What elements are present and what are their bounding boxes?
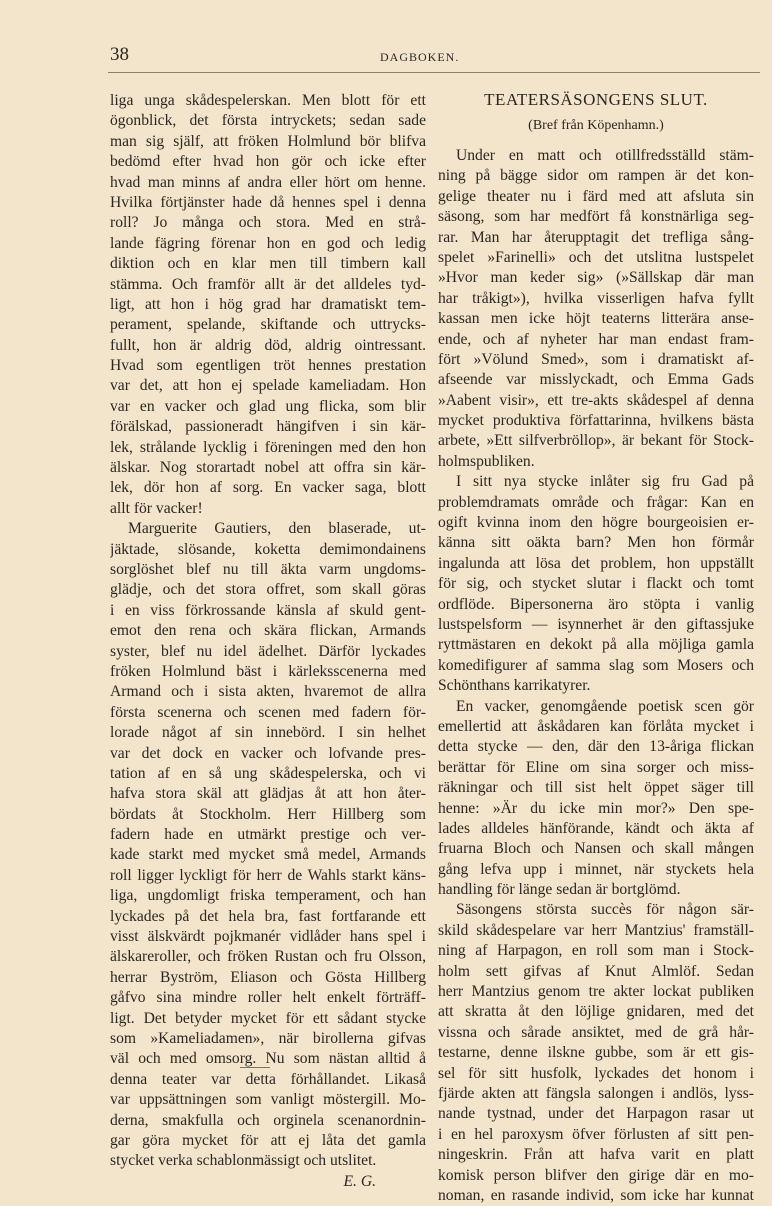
paragraph (110, 519, 426, 1172)
text-line: diktion och en klar men till timbern kall (110, 255, 426, 273)
text-line: ligt, att hon i hög grad har dramatiskt tem- (110, 295, 426, 313)
text-line: räkningar och till sist helt öppet säger till (438, 779, 754, 797)
text-line: holm sett gifvas af Knut Almlöf. Sedan (438, 962, 754, 980)
text-line: komisk person blifver den girige där en mo- (438, 1166, 754, 1184)
text-line: sorglöshet blef nu till äkta varm ungdoms- (110, 560, 426, 578)
text-line: ordflöde. Bipersonerna äro stöpta i vanlig (438, 595, 754, 613)
paragraph (438, 472, 754, 696)
text-line: I sitt nya stycke inlåter sig fru Gad på (456, 473, 754, 491)
text-line: väl och med omsorg. Nu som nästan alltid å (110, 1050, 426, 1068)
text-line: som »Kameliadamen», när birollerna gifvas (110, 1029, 426, 1047)
section-separator (240, 1067, 270, 1068)
running-title: DAGBOKEN. (380, 50, 460, 64)
text-line: var en vacker och glad ung flicka, som blir (110, 397, 426, 415)
text-line: nande tystnad, under det Harpagon rasar ut (438, 1105, 754, 1123)
text-line: Marguerite Gautiers, den blaserade, ut- (128, 520, 426, 538)
text-line: sel för sitt husfolk, lyckades det honom i (438, 1064, 754, 1082)
text-line: visst älskvärdt pojkmanér vidlåder hans spel i (110, 928, 426, 946)
text-line: ogift kvinna inom den högre bourgeoisien er- (438, 514, 754, 532)
text-line: känna sitt oäkta barn? Men hon förmår (438, 534, 754, 552)
text-line: noman, en rasande individ, som icke har kunnat (438, 1186, 754, 1204)
text-line: lande fägring förenar hon en god och ledig (110, 234, 426, 252)
left-column (110, 91, 426, 1192)
text-line: var det, att hon ej spelade kameliadam. Hon (110, 377, 426, 395)
text-line: liga, ungdomligt friska temperament, och han (110, 887, 426, 905)
text-line: var uppsättningen som vanligt möstergill. Mo- (110, 1091, 426, 1109)
text-line: i en hel paroxysm öfver förlusten af sitt pen- (438, 1125, 754, 1143)
text-line: holmspubliken. (438, 452, 535, 470)
text-line: Säsongens största succès för någon sär- (456, 901, 754, 919)
text-line: ligt. Det betyder mycket för ett sådant stycke (110, 1009, 426, 1027)
paragraph (438, 697, 754, 901)
text-line: gång lefva upp i minnet, när styckets hela (438, 860, 754, 878)
text-line: hvad man minns af andra eller hört om henne. (110, 173, 426, 191)
text-line: fruarna Bloch och Nansen och skall mången (438, 840, 754, 858)
text-line: allt för vacker! (110, 499, 203, 517)
header-rule (108, 72, 760, 73)
text-line: herr Mantzius genom tre akter lockat publiken (438, 983, 754, 1001)
text-line: ningeskrin. Från att hafva varit en platt (438, 1146, 754, 1164)
paragraph (438, 146, 754, 472)
text-line: lek, strålande lycklig i föreningen med den hon (110, 438, 426, 456)
text-line: kassan men icke höjt teaterns litterära anse- (438, 310, 754, 328)
text-line: man sig själf, att fröken Holmlund bör blifva (110, 132, 426, 150)
text-line: var det dock en vacker och lofvande pres- (110, 744, 426, 762)
article-subtitle: (Bref från Köpenhamn.) (528, 118, 664, 133)
text-line: i en viss förkrossande känsla af skuld gent- (110, 601, 426, 619)
text-line: gar göra mycket för att ej låta det gamla (110, 1131, 426, 1149)
text-line: lyckades på det hela bra, fast fortfarande ett (110, 907, 426, 925)
text-line: Schönthans karrikatyrer. (438, 677, 591, 695)
text-line: lades alldeles hänförande, kändt och äkta af (438, 819, 754, 837)
text-line: perament, spelande, skiftande och uttrycks- (110, 316, 426, 334)
text-line: arbete, »Ett silfverbröllop», är bekant för Stock- (438, 432, 754, 450)
text-line: Under en matt och otillfredsställd stäm- (456, 147, 754, 164)
text-line: första scenerna och scenen med fadern för- (110, 703, 426, 721)
text-line: stycket verka schablonmässigt och utslitet. (110, 1152, 377, 1170)
text-line: jäktade, slösande, koketta demimondainens (110, 540, 426, 558)
text-line: testarne, denne ilskne gubbe, som är ett gis- (438, 1044, 754, 1062)
text-line: ende, och af nyheter har man endast fram- (438, 330, 754, 348)
text-line: derna, smakfulla och orginela scenanordnin- (110, 1111, 426, 1129)
text-line: bördats åt Stockholm. Herr Hillberg som (110, 805, 426, 823)
text-line: »Aabent visir», ett tre-akts skådespel af denna (438, 391, 754, 409)
text-line: mycket produktiva författarinna, hvilkens bästa (438, 412, 754, 430)
text-line: emot den rena och skära flickan, Armands (110, 622, 426, 640)
text-line: »Hvor man keder sig» (»Sällskap där man (438, 269, 754, 287)
text-line: lek, dör hon af sorg. En vacker saga, blott (110, 479, 426, 497)
text-line: tation af en så ung skådespelerska, och vi (110, 764, 426, 782)
text-line: ning af Harpagon, en roll som man i Stock- (438, 942, 754, 960)
text-line: fjärde akten att fängsla salongen i andlös, lyss- (438, 1084, 754, 1102)
text-line: bedömd efter hvad hon gör och icke efter (110, 153, 426, 171)
text-line: skild skådespelare var herr Mantzius' framställ- (438, 921, 754, 939)
text-line: Hvad som egentligen tröt hennes prestation (110, 357, 426, 375)
text-line: fröken Holmlund bäst i kärleksscenerna med (110, 662, 426, 680)
right-column (438, 146, 754, 1206)
text-line: syster, blef nu idel ädelhet. Därför lyckades (110, 642, 426, 660)
text-line: problemdramats område och frågar: Kan en (438, 493, 754, 511)
text-line: denna teater var detta förhållandet. Likaså (110, 1070, 426, 1088)
text-line: fadern hade en utmärkt prestige och ver- (110, 826, 426, 844)
text-line: ögonblick, det första intryckets; sedan sade (110, 112, 426, 130)
text-line: ryttmästaren en dekokt på alla möjliga gamla (438, 636, 754, 654)
text-line: berättar för Eline om sina sorger och miss- (438, 758, 754, 776)
text-line: afseende var misslyckadt, och Emma Gads (438, 371, 754, 389)
text-line: stämma. Och framför allt är det alldeles tyd- (110, 275, 426, 293)
text-line: herrar Byström, Eliason och Gösta Hillberg (110, 968, 426, 986)
article-title: TEATERSÄSONGENS SLUT. (484, 90, 708, 109)
text-line: vissna och sårade ansiktet, med de grå hår- (438, 1023, 754, 1041)
text-line: komedifigurer af samma slag som Mosers och (438, 656, 754, 674)
text-line: spelet »Farinelli» och det utslitna lustspelet (438, 248, 754, 266)
text-line: En vacker, genomgående poetisk scen gör (456, 697, 754, 715)
text-line: lorade något af sin innebörd. I sin helhet (110, 724, 426, 742)
text-line: detta stycke — den, där den 13-åriga flickan (438, 738, 754, 756)
text-line: henne: »Är du icke min mor?» Den spe- (438, 799, 754, 817)
page-number: 38 (110, 44, 129, 65)
text-line: fört »Völund Smed», som i dramatiskt af- (438, 350, 754, 368)
text-line: Hvilka förtjänster hade då hennes spel i denna (110, 193, 426, 211)
author-signature: E. G. (343, 1172, 376, 1190)
text-line: lustspelsform — isynnerhet är den giftassjuke (438, 615, 754, 633)
text-line: kade starkt med mycket små medel, Armands (110, 846, 426, 864)
text-line: roll ligger lyckligt för herr de Wahls starkt käns- (110, 866, 426, 884)
text-line: roll? Jo många och stora. Med en strå- (110, 214, 426, 232)
text-line: älskareroller, och fröken Rustan och fru Olsson, (110, 948, 426, 966)
text-line: har tråkigt»), hvilka visserligen hafva fyllt (438, 289, 754, 307)
text-line: ingalunda att lösa det problem, hon uppställt (438, 554, 754, 572)
text-line: glädje, och det stora offret, som skall göras (110, 581, 426, 599)
text-line: förälskad, passioneradt hängifven i sin kär- (110, 418, 426, 436)
text-line: gelige theater nu i färd med att afsluta sin (438, 187, 754, 205)
text-line: liga unga skådespelerskan. Men blott för ett (110, 92, 426, 109)
text-line: ning på bägge sidor om rampen är det kon- (438, 167, 754, 185)
text-line: handling för länge sedan är bortglömd. (438, 881, 681, 899)
paragraph (438, 900, 754, 1206)
text-line: för sig, och stycket slutar i flackt och tomt (438, 575, 754, 593)
text-line: säsong, som har medfört få konstnärliga seg- (438, 208, 754, 226)
text-line: hafva stora skäl att glädjas åt att hon åter- (110, 785, 426, 803)
text-line: rar. Man har återupptagit det trefliga sång- (438, 228, 754, 246)
text-line: emellertid att åskådaren kan förlåta mycket i (438, 717, 754, 735)
text-line: att skratta åt den löjlige gnidaren, med det (438, 1003, 754, 1021)
text-line: fullt, hon är aldrig död, aldrig ointressant. (110, 336, 426, 354)
text-line: älskar. Nog storartadt nobel att offra sin kär- (110, 459, 426, 477)
text-line: Armand och i sista akten, hvaremot de allra (110, 683, 426, 701)
text-line: gåfvo sina mindre roller helt enkelt förträff- (110, 989, 426, 1007)
paragraph (110, 91, 426, 519)
